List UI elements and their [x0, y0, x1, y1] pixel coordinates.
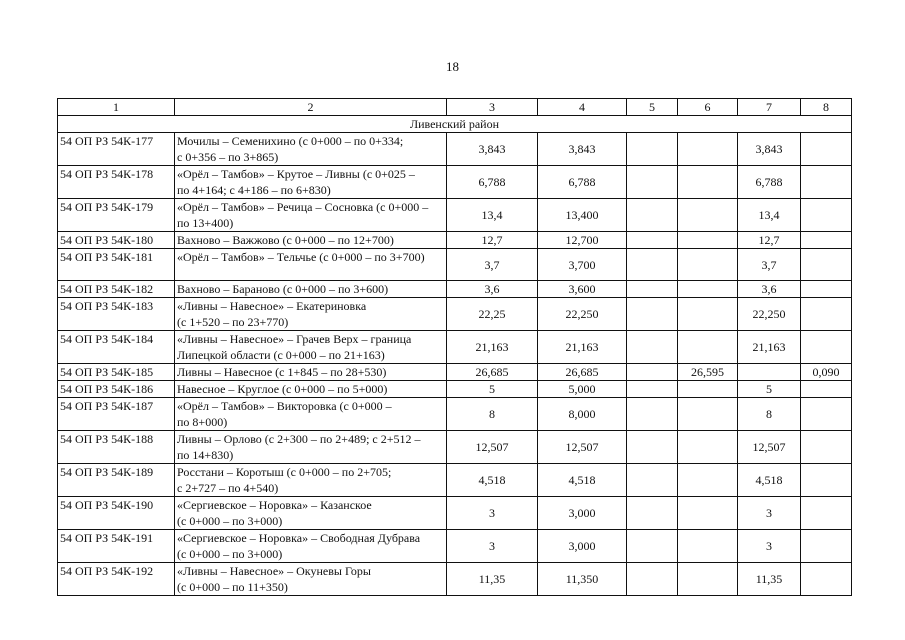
- value-cell-c7: 12,7: [738, 232, 801, 249]
- table-row: [58, 232, 852, 249]
- road-name-cell: [175, 464, 447, 497]
- value-cell-c4: 13,400: [538, 199, 627, 232]
- table-row: [58, 166, 852, 199]
- road-name-line: Росстани – Коротыш (с 0+000 – по 2+705;: [177, 465, 392, 479]
- road-code-cell: 54 ОП РЗ 54К-189: [58, 464, 175, 497]
- value-cell-c7: [738, 364, 801, 381]
- value-cell-c3: 21,163: [447, 331, 538, 364]
- table-row: [58, 298, 852, 331]
- value-cell-c5: [627, 331, 678, 364]
- value-cell-c6: 26,595: [678, 364, 738, 381]
- road-name-line: «Орёл – Тамбов» – Викторовка (с 0+000 –: [177, 399, 392, 413]
- value-cell-c8: [801, 199, 852, 232]
- road-code-cell: 54 ОП РЗ 54К-184: [58, 331, 175, 364]
- road-name-cell: [175, 249, 447, 281]
- column-header: 4: [538, 99, 627, 116]
- table-row: [58, 133, 852, 166]
- value-cell-c8: [801, 530, 852, 563]
- value-cell-c7: 5: [738, 381, 801, 398]
- road-name-cell: [175, 199, 447, 232]
- road-name-cell: [175, 398, 447, 431]
- road-code-cell: 54 ОП РЗ 54К-180: [58, 232, 175, 249]
- road-name-cell: [175, 381, 447, 398]
- value-cell-c5: [627, 232, 678, 249]
- road-name-line: Ливны – Орлово (с 2+300 – по 2+489; с 2+512 –: [177, 432, 421, 446]
- value-cell-c3: 8: [447, 398, 538, 431]
- table-row: [58, 497, 852, 530]
- value-cell-c4: 21,163: [538, 331, 627, 364]
- road-name-cell: [175, 298, 447, 331]
- table-row: [58, 431, 852, 464]
- value-cell-c8: [801, 249, 852, 281]
- road-name-line: Навесное – Круглое (с 0+000 – по 5+000): [177, 382, 388, 396]
- column-header: 8: [801, 99, 852, 116]
- value-cell-c3: 11,35: [447, 563, 538, 596]
- road-name-line: «Ливны – Навесное» – Окуневы Горы: [177, 564, 371, 578]
- value-cell-c4: 11,350: [538, 563, 627, 596]
- value-cell-c3: 3: [447, 497, 538, 530]
- value-cell-c8: 0,090: [801, 364, 852, 381]
- road-code-cell: 54 ОП РЗ 54К-187: [58, 398, 175, 431]
- table-row: [58, 331, 852, 364]
- road-name-line: Мочилы – Семенихино (с 0+000 – по 0+334;: [177, 134, 404, 148]
- road-name-line: Вахново – Важжово (с 0+000 – по 12+700): [177, 233, 394, 247]
- value-cell-c8: [801, 281, 852, 298]
- value-cell-c5: [627, 166, 678, 199]
- value-cell-c8: [801, 497, 852, 530]
- table-row: [58, 249, 852, 281]
- value-cell-c5: [627, 133, 678, 166]
- value-cell-c6: [678, 249, 738, 281]
- value-cell-c6: [678, 464, 738, 497]
- value-cell-c6: [678, 166, 738, 199]
- column-header: 6: [678, 99, 738, 116]
- value-cell-c4: 3,000: [538, 530, 627, 563]
- value-cell-c3: 26,685: [447, 364, 538, 381]
- table-row: [58, 199, 852, 232]
- road-name-line: (с 0+000 – по 3+000): [177, 547, 283, 561]
- road-name-line: «Ливны – Навесное» – Грачев Верх – граница: [177, 332, 412, 346]
- value-cell-c7: 3: [738, 530, 801, 563]
- value-cell-c5: [627, 398, 678, 431]
- value-cell-c4: 3,000: [538, 497, 627, 530]
- road-name-line: «Сергиевское – Норовка» – Казанское: [177, 498, 372, 512]
- section-title: Ливенский район: [58, 116, 852, 133]
- value-cell-c3: 3: [447, 530, 538, 563]
- value-cell-c5: [627, 431, 678, 464]
- value-cell-c7: 11,35: [738, 563, 801, 596]
- road-code-cell: 54 ОП РЗ 54К-181: [58, 249, 175, 281]
- road-name-cell: [175, 133, 447, 166]
- value-cell-c5: [627, 497, 678, 530]
- road-name-line: по 13+400): [177, 216, 234, 230]
- road-name-line: Липецкой области (с 0+000 – по 21+163): [177, 348, 385, 362]
- road-name-line: по 8+000): [177, 415, 228, 429]
- value-cell-c6: [678, 232, 738, 249]
- value-cell-c6: [678, 563, 738, 596]
- road-name-line: с 2+727 – по 4+540): [177, 481, 279, 495]
- value-cell-c5: [627, 281, 678, 298]
- value-cell-c6: [678, 431, 738, 464]
- road-name-cell: [175, 530, 447, 563]
- road-code-cell: 54 ОП РЗ 54К-191: [58, 530, 175, 563]
- road-name-line: Вахново – Бараново (с 0+000 – по 3+600): [177, 282, 389, 296]
- column-header: 3: [447, 99, 538, 116]
- table-row: [58, 281, 852, 298]
- road-name-cell: [175, 431, 447, 464]
- road-name-cell: [175, 232, 447, 249]
- value-cell-c4: 5,000: [538, 381, 627, 398]
- road-code-cell: 54 ОП РЗ 54К-183: [58, 298, 175, 331]
- value-cell-c4: 3,600: [538, 281, 627, 298]
- column-header: 5: [627, 99, 678, 116]
- value-cell-c4: 12,507: [538, 431, 627, 464]
- road-code-cell: 54 ОП РЗ 54К-182: [58, 281, 175, 298]
- table-row: [58, 381, 852, 398]
- road-name-cell: [175, 364, 447, 381]
- value-cell-c4: 3,843: [538, 133, 627, 166]
- value-cell-c8: [801, 232, 852, 249]
- road-name-line: (с 1+520 – по 23+770): [177, 315, 289, 329]
- value-cell-c8: [801, 331, 852, 364]
- value-cell-c3: 3,843: [447, 133, 538, 166]
- road-name-line: по 14+830): [177, 448, 234, 462]
- value-cell-c5: [627, 381, 678, 398]
- value-cell-c5: [627, 298, 678, 331]
- value-cell-c7: 4,518: [738, 464, 801, 497]
- value-cell-c7: 3,843: [738, 133, 801, 166]
- value-cell-c6: [678, 199, 738, 232]
- road-name-line: с 0+356 – по 3+865): [177, 150, 279, 164]
- section-row: [58, 116, 852, 133]
- road-name-cell: [175, 281, 447, 298]
- value-cell-c8: [801, 431, 852, 464]
- value-cell-c7: 3,6: [738, 281, 801, 298]
- value-cell-c7: 21,163: [738, 331, 801, 364]
- value-cell-c6: [678, 398, 738, 431]
- road-code-cell: 54 ОП РЗ 54К-177: [58, 133, 175, 166]
- table-row: [58, 530, 852, 563]
- value-cell-c8: [801, 398, 852, 431]
- value-cell-c8: [801, 464, 852, 497]
- value-cell-c3: 22,25: [447, 298, 538, 331]
- road-code-cell: 54 ОП РЗ 54К-192: [58, 563, 175, 596]
- value-cell-c8: [801, 298, 852, 331]
- value-cell-c5: [627, 199, 678, 232]
- value-cell-c5: [627, 364, 678, 381]
- road-name-cell: [175, 497, 447, 530]
- value-cell-c7: 12,507: [738, 431, 801, 464]
- value-cell-c6: [678, 298, 738, 331]
- table-row: [58, 464, 852, 497]
- table-row: [58, 364, 852, 381]
- table-row: [58, 398, 852, 431]
- road-code-cell: 54 ОП РЗ 54К-178: [58, 166, 175, 199]
- table-row: [58, 563, 852, 596]
- value-cell-c3: 13,4: [447, 199, 538, 232]
- value-cell-c6: [678, 530, 738, 563]
- value-cell-c7: 8: [738, 398, 801, 431]
- value-cell-c3: 6,788: [447, 166, 538, 199]
- value-cell-c3: 12,7: [447, 232, 538, 249]
- value-cell-c4: 8,000: [538, 398, 627, 431]
- value-cell-c6: [678, 497, 738, 530]
- road-name-cell: [175, 563, 447, 596]
- value-cell-c4: 12,700: [538, 232, 627, 249]
- road-name-line: «Орёл – Тамбов» – Крутое – Ливны (с 0+025 –: [177, 167, 415, 181]
- road-code-cell: 54 ОП РЗ 54К-185: [58, 364, 175, 381]
- value-cell-c8: [801, 381, 852, 398]
- value-cell-c7: 3,7: [738, 249, 801, 281]
- road-name-line: «Орёл – Тамбов» – Речица – Сосновка (с 0+000 –: [177, 200, 429, 214]
- road-code-cell: 54 ОП РЗ 54К-188: [58, 431, 175, 464]
- road-code-cell: 54 ОП РЗ 54К-179: [58, 199, 175, 232]
- value-cell-c5: [627, 563, 678, 596]
- value-cell-c7: 6,788: [738, 166, 801, 199]
- road-code-cell: 54 ОП РЗ 54К-190: [58, 497, 175, 530]
- road-name-line: по 4+164; с 4+186 – по 6+830): [177, 183, 331, 197]
- value-cell-c8: [801, 166, 852, 199]
- value-cell-c4: 3,700: [538, 249, 627, 281]
- road-name-line: (с 0+000 – по 3+000): [177, 514, 283, 528]
- road-name-line: (с 0+000 – по 11+350): [177, 580, 288, 594]
- value-cell-c5: [627, 464, 678, 497]
- value-cell-c6: [678, 331, 738, 364]
- road-name-cell: [175, 166, 447, 199]
- value-cell-c4: 26,685: [538, 364, 627, 381]
- value-cell-c4: 22,250: [538, 298, 627, 331]
- value-cell-c4: 6,788: [538, 166, 627, 199]
- road-code-cell: 54 ОП РЗ 54К-186: [58, 381, 175, 398]
- value-cell-c6: [678, 381, 738, 398]
- value-cell-c3: 5: [447, 381, 538, 398]
- value-cell-c4: 4,518: [538, 464, 627, 497]
- value-cell-c3: 12,507: [447, 431, 538, 464]
- column-header: 1: [58, 99, 175, 116]
- column-header: 7: [738, 99, 801, 116]
- value-cell-c8: [801, 563, 852, 596]
- column-header-row: [58, 99, 852, 116]
- column-header: 2: [175, 99, 447, 116]
- value-cell-c7: 22,250: [738, 298, 801, 331]
- road-name-cell: [175, 331, 447, 364]
- value-cell-c5: [627, 530, 678, 563]
- road-name-line: «Ливны – Навесное» – Екатериновка: [177, 299, 367, 313]
- road-name-line: «Орёл – Тамбов» – Тельчье (с 0+000 – по 3+700): [177, 250, 425, 264]
- value-cell-c8: [801, 133, 852, 166]
- value-cell-c3: 4,518: [447, 464, 538, 497]
- value-cell-c5: [627, 249, 678, 281]
- value-cell-c3: 3,6: [447, 281, 538, 298]
- value-cell-c3: 3,7: [447, 249, 538, 281]
- road-list-table: [57, 98, 852, 596]
- value-cell-c6: [678, 281, 738, 298]
- road-name-line: «Сергиевское – Норовка» – Свободная Дубрава: [177, 531, 421, 545]
- page-number: 18: [446, 59, 459, 74]
- road-name-line: Ливны – Навесное (с 1+845 – по 28+530): [177, 365, 387, 379]
- value-cell-c6: [678, 133, 738, 166]
- value-cell-c7: 13,4: [738, 199, 801, 232]
- value-cell-c7: 3: [738, 497, 801, 530]
